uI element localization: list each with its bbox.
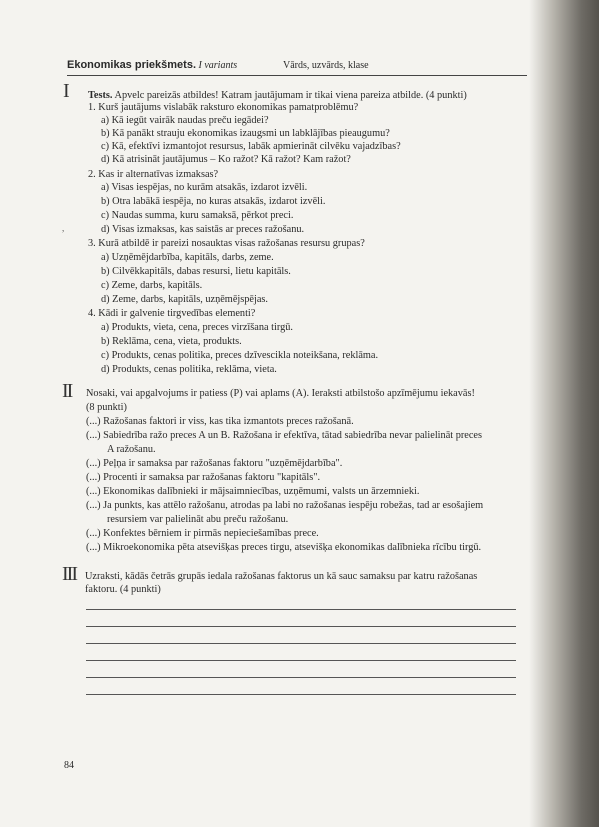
statement-3[interactable] [86, 457, 342, 470]
answer-line-2[interactable] [86, 626, 516, 627]
q3-option-d[interactable]: d) Zeme, darbs, kapitāls, uzņēmējspējas. [101, 294, 268, 305]
q2-option-d[interactable]: d) Visas izmaksas, kas saistās ar preces ražošanu. [101, 224, 305, 235]
q2-option-a[interactable]: a) Visas iespējas, no kurām atsakās, izdarot izvēli. [101, 182, 308, 193]
answer-blank[interactable]: (...) [86, 500, 101, 511]
section-2-instruction: Nosaki, vai apgalvojums ir patiess (P) vai aplams (A). Ieraksti atbilstošo apzīmējumu iekavās! [86, 388, 475, 399]
question-4: 4. Kādi ir galvenie tirgvedības elementi? [88, 308, 256, 319]
page-edge-shadow [529, 0, 599, 827]
statement-2[interactable] [86, 429, 482, 442]
statement-text: Ja punkts, kas attēlo ražošanu, atrodas pa labi no ražošanas iespēju robežas, tad ar esošajiem [103, 500, 484, 511]
answer-line-5[interactable] [86, 677, 516, 678]
statement-text: Ekonomikas dalībnieki ir mājsaimniecības, uzņēmumi, valsts un ārzemnieki. [103, 486, 420, 497]
answer-blank[interactable]: (...) [86, 416, 101, 427]
q2-option-b[interactable]: b) Otra labākā iespēja, no kuras atsakās, izdarot izvēli. [101, 196, 326, 207]
statement-text: Procenti ir samaksa par ražošanas faktoru "kapitāls". [103, 472, 321, 483]
q4-option-c[interactable]: c) Produkts, cenas politika, preces dzīvescikla noteikšana, reklāma. [101, 350, 379, 361]
section-number-3: III [62, 563, 76, 585]
page-number: 84 [64, 760, 74, 771]
statement-text: Mikroekonomika pēta atsevišķas preces tirgu, atsevišķa ekonomikas dalībnieka rīcību tirgū. [103, 542, 482, 553]
subject-title: Ekonomikas priekšmets. [67, 59, 197, 71]
statement-7[interactable] [86, 527, 319, 540]
section-3-points: faktoru. (4 punkti) [85, 584, 161, 595]
answer-line-6[interactable] [86, 694, 516, 695]
q3-option-c[interactable]: c) Zeme, darbs, kapitāls. [101, 280, 203, 291]
answer-blank[interactable]: (...) [86, 472, 101, 483]
worksheet-header [67, 59, 527, 76]
statement-text: Peļņa ir samaksa par ražošanas faktoru "uzņēmējdarbība". [103, 458, 343, 469]
pen-mark: , [62, 223, 65, 233]
statement-text: Sabiedrība ražo preces A un B. Ražošana ir efektīva, tātad sabiedrība nevar palielināt preces [103, 430, 482, 441]
q3-option-a[interactable]: a) Uzņēmējdarbība, kapitāls, darbs, zeme. [101, 252, 274, 263]
statement-6[interactable] [86, 499, 483, 512]
answer-blank[interactable]: (...) [86, 430, 101, 441]
statement-2-continued: A ražošanu. [107, 444, 156, 455]
section-number-2: II [62, 380, 72, 402]
q4-option-d[interactable]: d) Produkts, cenas politika, reklāma, vieta. [101, 364, 277, 375]
statement-4[interactable] [86, 471, 320, 484]
answer-blank[interactable]: (...) [86, 458, 101, 469]
q1-option-b[interactable]: b) Kā panākt strauju ekonomikas izaugsmi un labklājības pieaugumu? [101, 128, 390, 139]
answer-line-3[interactable] [86, 643, 516, 644]
name-label: Vārds, uzvārds, klase [283, 60, 369, 71]
q2-option-c[interactable]: c) Naudas summa, kuru samaksā, pērkot preci. [101, 210, 294, 221]
section-number-1: I [63, 80, 68, 102]
q1-option-d[interactable]: d) Kā atrisināt jautājumus – Ko ražot? Kā ražot? Kam ražot? [101, 154, 351, 165]
q3-option-b[interactable]: b) Cilvēkkapitāls, dabas resursi, lietu kapitāls. [101, 266, 291, 277]
statement-8[interactable] [86, 541, 481, 554]
section-1-instruction-text: Apvelc pareizās atbildes! Katram jautājumam ir tikai viena pareiza atbilde. (4 punkti) [114, 90, 467, 101]
answer-blank[interactable]: (...) [86, 528, 101, 539]
statement-text: Konfektes bērniem ir pirmās nepieciešamības prece. [103, 528, 319, 539]
q1-option-a[interactable]: a) Kā iegūt vairāk naudas preču iegādei? [101, 115, 269, 126]
test-label: Tests. [88, 90, 113, 101]
answer-blank[interactable]: (...) [86, 542, 101, 553]
answer-line-4[interactable] [86, 660, 516, 661]
q4-option-a[interactable]: a) Produkts, vieta, cena, preces virzīšana tirgū. [101, 322, 293, 333]
statement-6-continued: resursiem var palielināt abu preču ražošanu. [107, 514, 289, 525]
question-1: 1. Kurš jautājums vislabāk raksturo ekonomikas pamatproblēmu? [88, 102, 359, 113]
variant-label: I variants [198, 60, 238, 71]
statement-text: Ražošanas faktori ir viss, kas tika izmantots preces ražošanā. [103, 416, 354, 427]
question-2: 2. Kas ir alternatīvas izmaksas? [88, 169, 219, 180]
q1-option-c[interactable]: c) Kā, efektīvi izmantojot resursus, labāk apmierināt cilvēku vajadzības? [101, 141, 401, 152]
answer-line-1[interactable] [86, 609, 516, 610]
statement-1[interactable] [86, 415, 354, 428]
question-3: 3. Kurā atbildē ir pareizi nosauktas visas ražošanas resursu grupas? [88, 238, 365, 249]
statement-5[interactable] [86, 485, 419, 498]
q4-option-b[interactable]: b) Reklāma, cena, vieta, produkts. [101, 336, 242, 347]
answer-blank[interactable]: (...) [86, 486, 101, 497]
section-2-points: (8 punkti) [86, 402, 127, 413]
section-3-instruction: Uzraksti, kādās četrās grupās iedala ražošanas faktorus un kā sauc samaksu par katru ražošanas [85, 571, 478, 582]
